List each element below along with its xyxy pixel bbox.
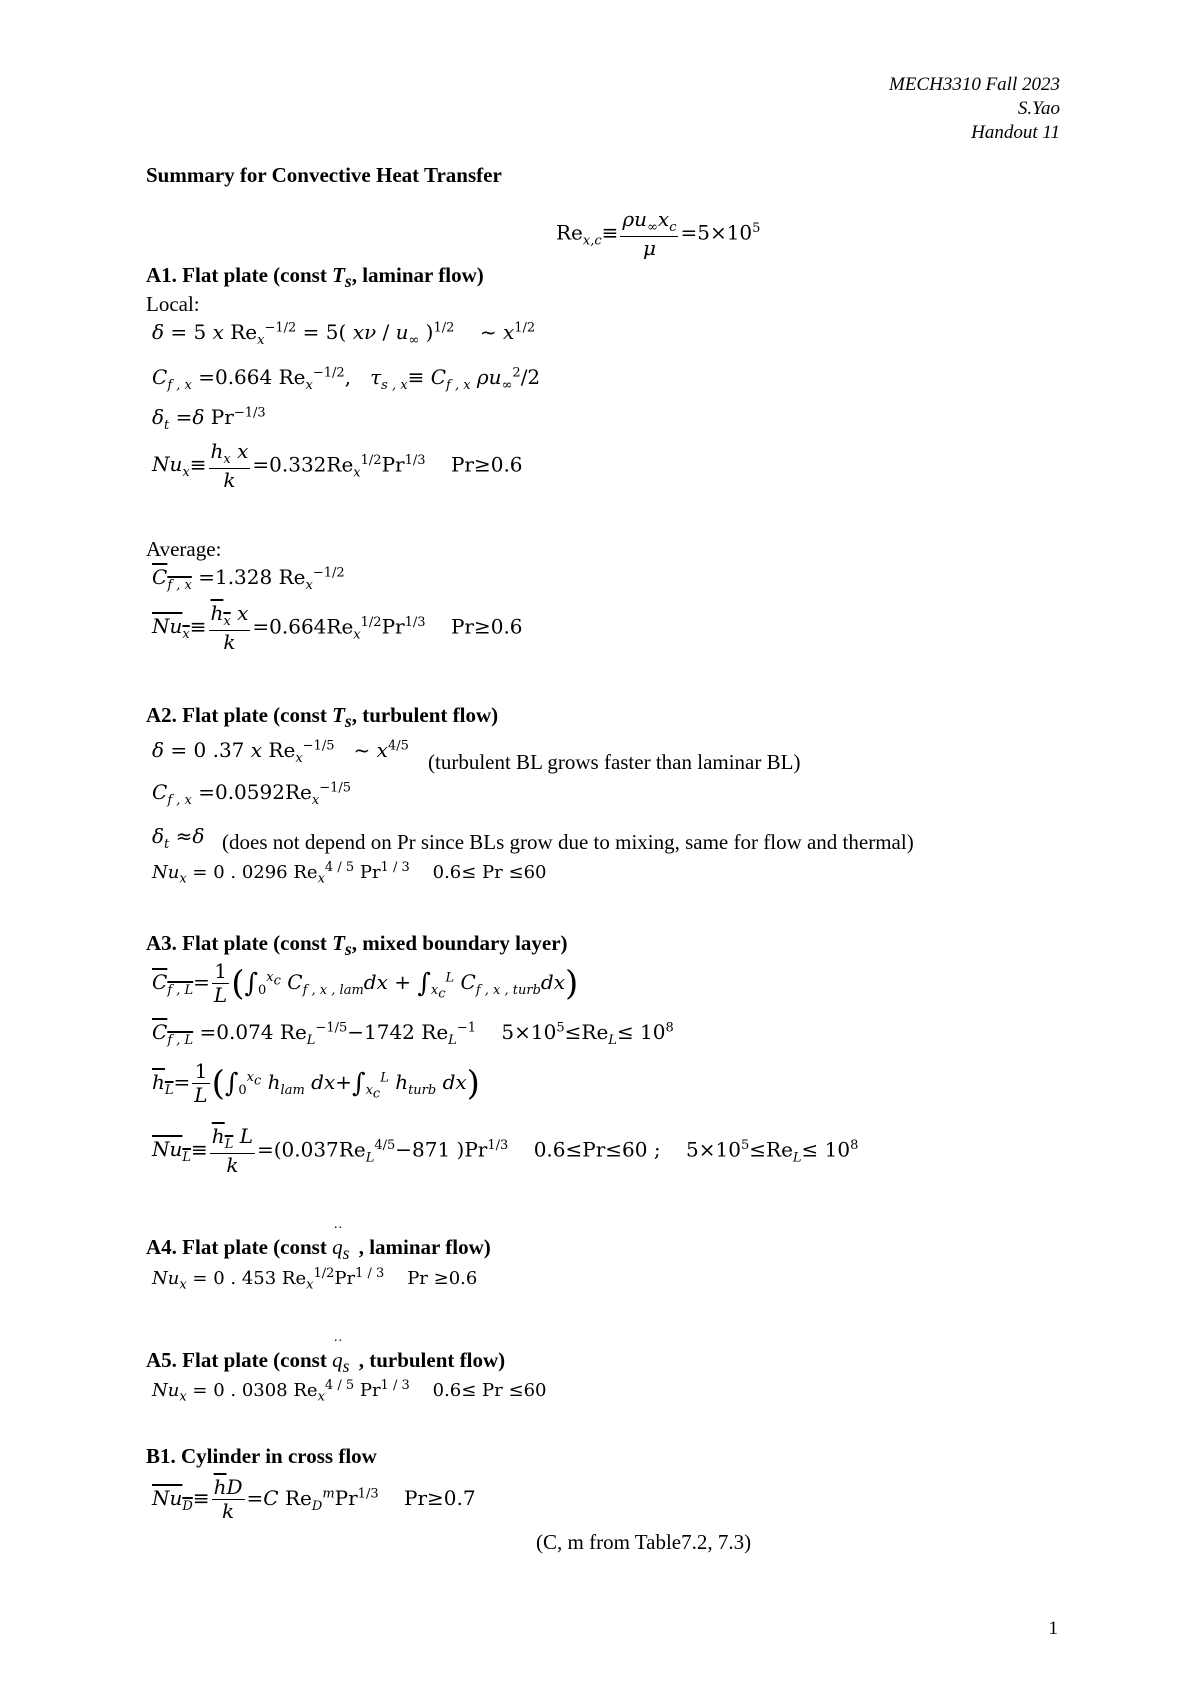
average-friction-coefficient-equation: $C_{f , x} =1.328$ $Re_x^{-1/2}$ <box>152 565 345 593</box>
laminar-bl-thickness-equation: δ = 5 x $Re_x^{-1/2} = 5$( xν / $u_\infty$ )$^{1/2}$ ~ $x^{1/2}$ <box>152 320 536 348</box>
a4-pr-condition: Pr ≥0.6 <box>407 1268 478 1289</box>
turbulent-thermal-bl-equation: $\delta_t \approx\delta$ <box>152 824 205 852</box>
local-label: Local: <box>146 292 200 316</box>
section-b1-heading: B1. Cylinder in cross flow <box>146 1444 377 1468</box>
a2-pr-condition: 0.6≤ Pr ≤60 <box>432 862 547 883</box>
handout-header: Handout 11 <box>971 122 1060 143</box>
average-label: Average: <box>146 537 222 561</box>
local-nusselt-laminar-equation: $Nu_x\equiv$ $\frac{h_x x}{k}$ $=0.332Re_x^{1/2}Pr^{1/3}$ Pr≥0.6 <box>152 439 523 492</box>
const-flux-turbulent-nusselt-equation: $Nu_x = 0$ . 0308 $Re_x^{4 / 5}$ $Pr^{1 / 3}$ 0.6≤ Pr ≤60 <box>152 1378 547 1405</box>
turbulent-bl-note: (turbulent BL grows faster than laminar BL) <box>428 750 801 774</box>
page-number: 1 <box>1048 1618 1058 1639</box>
turbulent-bl-thickness-equation: δ = 0 .37 x $Re_x^{-1/5}$ ~ $x^{4/5}$ <box>152 738 409 766</box>
section-a4-heading: A4. Flat plate (const $q_s^{\cdot\cdot}$, laminar flow) <box>146 1221 491 1264</box>
turbulent-friction-coefficient-equation: $C_{f , x} =0.0592Re_x^{-1/5}$ <box>152 780 352 808</box>
mixed-average-friction-correlation: $C_{f , L} =0.074$ $Re_L^{-1/5}-1742$ $Re_L^{-1}$ $5\times 10^5\le Re_L\le 10^8$ <box>152 1020 674 1048</box>
a1-pr-condition: Pr≥0.6 <box>450 452 523 477</box>
cylinder-table-note: (C, m from Table7.2, 7.3) <box>536 1530 752 1554</box>
a5-pr-condition: 0.6≤ Pr ≤60 <box>432 1380 547 1401</box>
author-header: S.Yao <box>1017 98 1060 119</box>
mixed-average-nusselt-equation: $Nu_L\equiv$ $\frac{h_L L}{k}$ $=(0.037Re_L^{4/5}-871$ )$Pr^{1/3}$ 0.6≤Pr≤60 ; $5\times 10^5\le Re_L\le 10^8$ <box>152 1124 859 1177</box>
const-flux-laminar-nusselt-equation: $Nu_x = 0$ . 453 $Re_x^{1/2}Pr^{1 / 3}$ Pr ≥0.6 <box>152 1266 478 1293</box>
course-header: MECH3310 Fall 2023 <box>889 74 1060 95</box>
section-a2-heading: A2. Flat plate (const $T_s$, turbulent flow) <box>146 703 499 732</box>
local-friction-coefficient-equation: $C_{f , x} =0.664$ $Re_x^{-1/2}$, $\tau_{s , x}\equiv C_{f , x}$ $\rho u_\infty^2/2$ <box>152 365 541 393</box>
section-a1-heading: A1. Flat plate (const $T_s$, laminar flow) <box>146 263 484 292</box>
thermal-bl-thickness-equation: $\delta_t =\delta$ $Pr^{-1/3}$ <box>152 405 266 433</box>
critical-reynolds-equation: $Re_{x,c}\equiv$ $\frac{\rho u_\infty x_c}{\mu}$ $=5\times 10^5$ <box>556 207 761 260</box>
mixed-average-friction-integral: $C_{f , L}=$ $\frac{1}{L}$ ($\int_0^{x_c}$ $C_{f , x , lam}dx + \int_{x_c}^L$ $C_{f , x , turb}dx$) <box>152 959 579 1007</box>
b1-pr-condition: Pr≥0.7 <box>404 1486 476 1510</box>
turbulent-local-nusselt-equation: $Nu_x = 0$ . 0296 $Re_x^{4 / 5}$ $Pr^{1 / 3}$ 0.6≤ Pr ≤60 <box>152 860 547 887</box>
mixing-note: (does not depend on Pr since BLs grow due to mixing, same for flow and thermal) <box>222 830 914 854</box>
section-a3-heading: A3. Flat plate (const $T_s$, mixed boundary layer) <box>146 931 568 960</box>
mixed-average-h-integral: $h_L=$ $\frac{1}{L}$ ($\int_0^{x_c}$ $h_{lam}$ $dx+\int_{x_c}^L$ $h_{turb}$ dx) <box>152 1059 480 1107</box>
page-title: Summary for Convective Heat Transfer <box>146 163 502 187</box>
section-a5-heading: A5. Flat plate (const $q_s^{\cdot\cdot}$, turbulent flow) <box>146 1334 506 1377</box>
average-nusselt-laminar-equation: $Nu_x\equiv$ $\frac{h_x x}{k}$ $=0.664Re_x^{1/2}Pr^{1/3}$ Pr≥0.6 <box>152 601 523 654</box>
cylinder-cross-flow-nusselt-equation: $Nu_D\equiv$ $\frac{\overline{h}D}{k}$ =C $Re_D^mPr^{1/3}$ Pr≥0.7 <box>152 1475 476 1523</box>
